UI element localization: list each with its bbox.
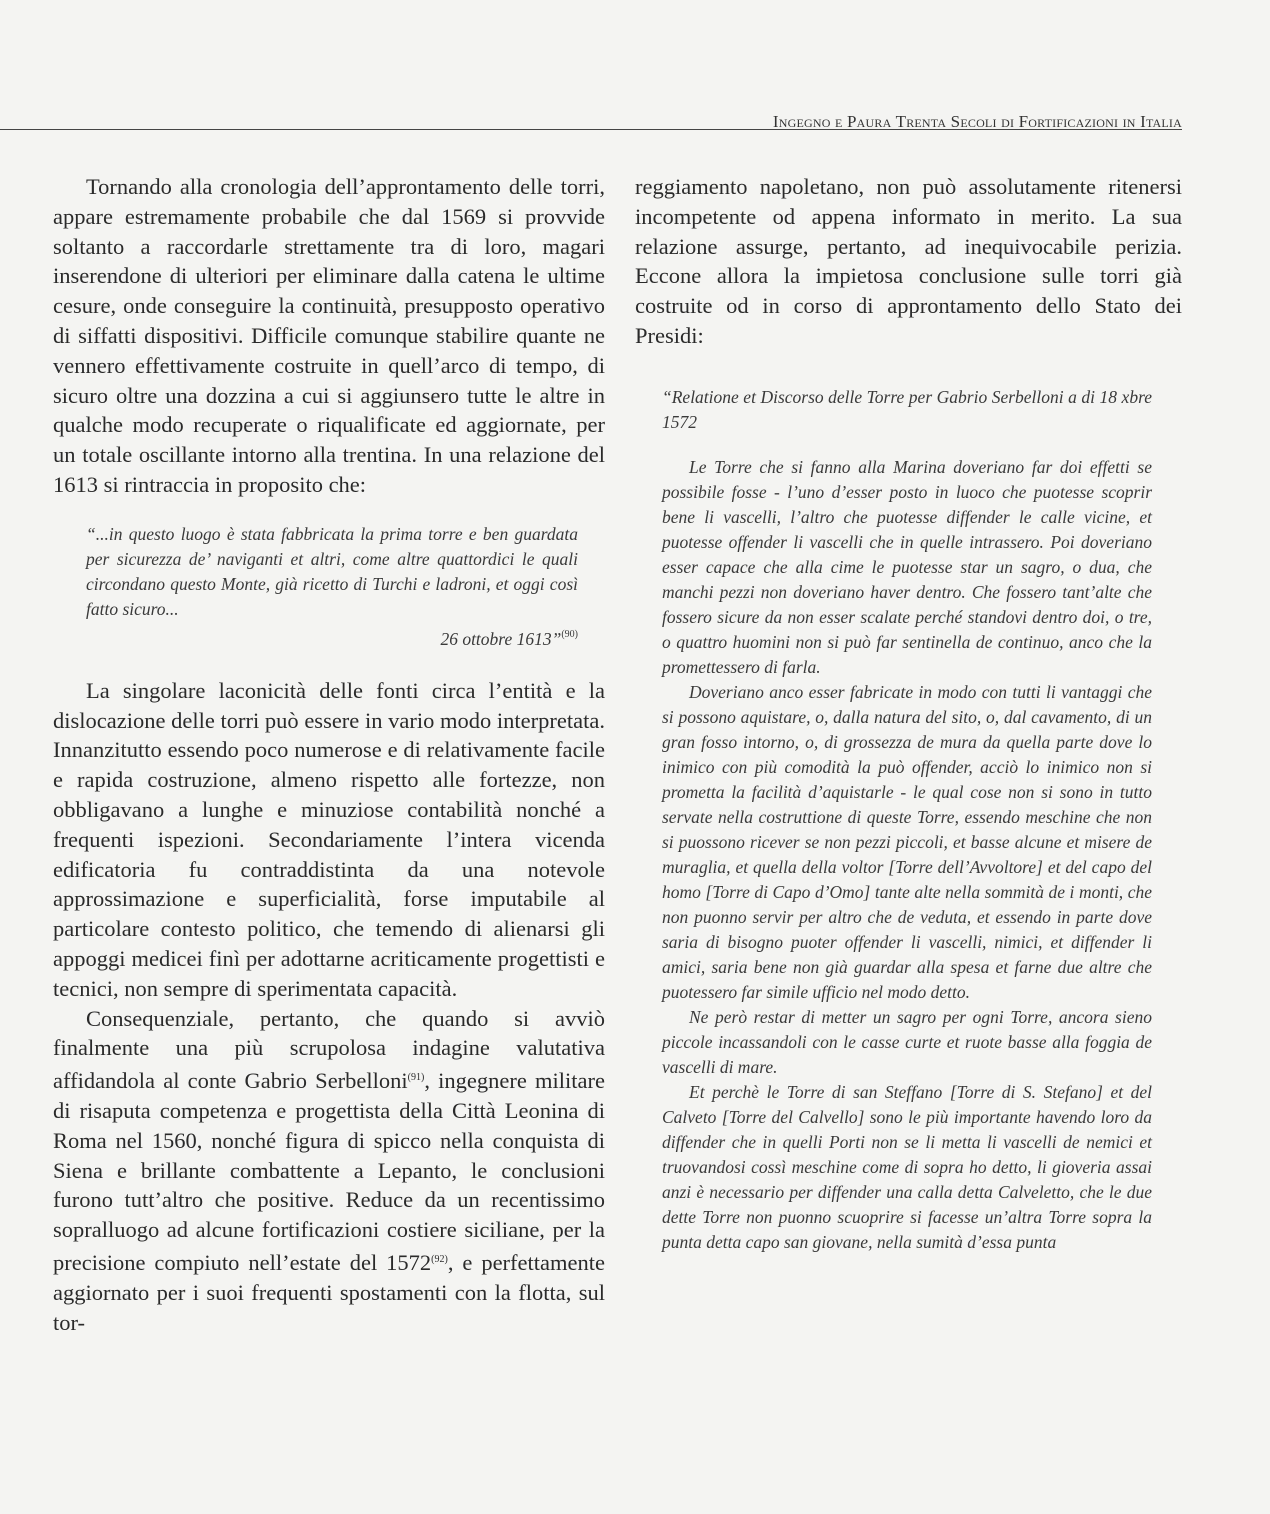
left-quote-text: “...in questo luogo è stata fabbricata la prima torre e ben guardata per sicurezza de’ naviganti et altri, come altre quattordici le quali circondano questo Monte, già ricetto di Turchi e ladroni, et oggi così fatto sicuro... (86, 523, 578, 619)
right-quote-heading: “Relatione et Discorso delle Torre per Gabrio Serbelloni a di 18 xbre 1572 (662, 386, 1152, 432)
left-paragraph-2: La singolare laconicità delle fonti circa l’entità e la dislocazione delle torri può essere in vario modo interpretata. Innanzitutto essendo poco numerose e di relativamente facile e rapida costruzione, almeno rispetto alle fortezze, non obbligavano a lunghe e minuziose contabilità nonché a frequenti ispezioni. Secondariamente l’intera vicenda edificatoria fu contraddistinta da una notevole approssimazione e superficialità, forse imputabile al particolare contesto politico, che temendo di alienarsi gli appoggi medicei finì per adottarne acriticamente progettisti e tecnici, non sempre di sperimentata capacità. (53, 677, 605, 1001)
left-quote-date: 26 ottobre 1613”$^{(90)}$ (440, 628, 578, 649)
header-rule (0, 129, 1182, 130)
right-quote-paragraph-4: Et perchè le Torre di san Steffano [Torre di S. Stefano] et del Calveto [Torre del Calvello] sono le più importante havendo loro da diffender che in quelli Porti non se li metta li vascelli de nemici et truovandosi cossì meschine come di sopra ho detto, li gioveria assai anzi è necessario per diffender una calla detta Calveletto, che le due dette Torre non puonno scuoprire si facesse un’altra Torre sopra la punta detta capo san giovane, nella sumità d’essa punta (662, 1081, 1152, 1252)
left-quote (86, 522, 578, 652)
right-quote-body (662, 455, 1152, 1255)
running-head: Ingegno e Paura Trenta Secoli di Fortificazioni in Italia (772, 112, 1182, 131)
right-quote-paragraph-2: Doveriano anco esser fabricate in modo con tutti li vantaggi che si possono aquistare, o, dalla natura del sito, o, dal cavamento, di un gran fosso intorno, o, di grossezza de mura da quella parte dove lo inimico con più comodità la può offender, acciò lo inimico non si prometta la facilità d’aquistarle - le qual cose non si sono in tutto servate nella costruttione di queste Torre, essendo meschine che non si puossono ricever se non pezzi piccoli, et basse alcune et misere de muraglia, et quella della voltor [Torre dell’Avvoltore] et del capo del homo [Torre di Capo d’Omo] tante alte nella sommità de i monti, che non puonno servir per altro che de veduta, et essendo in parte dove saria di bisogno puoter offender li vascelli, nimici, et diffender li amici, saria bene non già guardar alla spesa et farne due altre che puotessero far simile ufficio nel modo detto. (662, 681, 1152, 1002)
right-column (635, 172, 1182, 1255)
right-paragraph-1: reggiamento napoletano, non può assolutamente ritenersi incompetente od appena informato in merito. La sua relazione assurge, pertanto, ad inequivocabile perizia. Eccone allora la impietosa conclusione sulle torri già costruite od in corso di approntamento dello Stato dei Presidi: (635, 174, 1182, 348)
left-column (53, 172, 605, 1337)
footnote-92[interactable]: (92) (431, 1253, 448, 1265)
left-paragraph-1: Tornando alla cronologia dell’approntamento delle torri, appare estremamente probabile che dal 1569 si provvide soltanto a raccordarle strettamente tra di loro, magari inserendone di ulteriori per eliminare dalla catena le ultime cesure, onde conseguire la continuità, presupposto operativo di siffatti dispositivi. Difficile comunque stabilire quante ne vennero effettivamente costruite in quell’arco di tempo, di sicuro oltre una dozzina a cui si aggiunsero tutte le altre in qualche modo recuperate o riqualificate ed aggiornate, per un totale oscillante intorno alla trentina. In una relazione del 1613 si rintraccia in proposito che: (53, 174, 605, 497)
right-quote-paragraph-3: Ne però restar di metter un sagro per ogni Torre, ancora sieno piccole incassandoli con le casse curte et ruote basse alla foggia de vascelli di mare. (662, 1006, 1152, 1077)
footnote-91[interactable]: (91) (407, 1072, 425, 1084)
right-quote-paragraph-1: Le Torre che si fanno alla Marina doveriano far doi effetti se possibile fosse - l’uno d’esser posto in luoco che puotesse scoprir bene li vascelli, l’altro che puotesse diffender le calle vicine, et puotesse offender li vascelli che in quelle intrassero. Poi doveriano esser capace che alla cime le puotesse star un sagro, o dua, che manchi pezzi non doveriano haver dentro. Che fossero tant’alte che fossero sicure da non esser scalate perché standovi dentro doi, o tre, o quattro huomini non si può far sentinella de continuo, anco che la promettessero di farla. (662, 456, 1152, 677)
footnote-90[interactable]: (90) (561, 628, 578, 640)
left-paragraph-3: Consequenziale, pertanto, che quando si avviò finalmente una più scrupolosa indagine valutativa affidandola al conte Gabrio Serbelloni$^{(91)}$, ingegnere militare di risaputa competenza e progettista della Città Leonina di Roma nel 1560, nonché figura di spicco nella conquista di Siena e brillante combattente a Lepanto, le conclusioni furono tutt’altro che positive. Reduce da un recentissimo sopralluogo ad alcune fortificazioni costiere siciliane, per la precisione compiuto nell’estate del 1572$^{(92)}$, e perfettamente aggiornato per i suoi frequenti spostamenti con la flotta, sul tor- (53, 1005, 605, 1335)
